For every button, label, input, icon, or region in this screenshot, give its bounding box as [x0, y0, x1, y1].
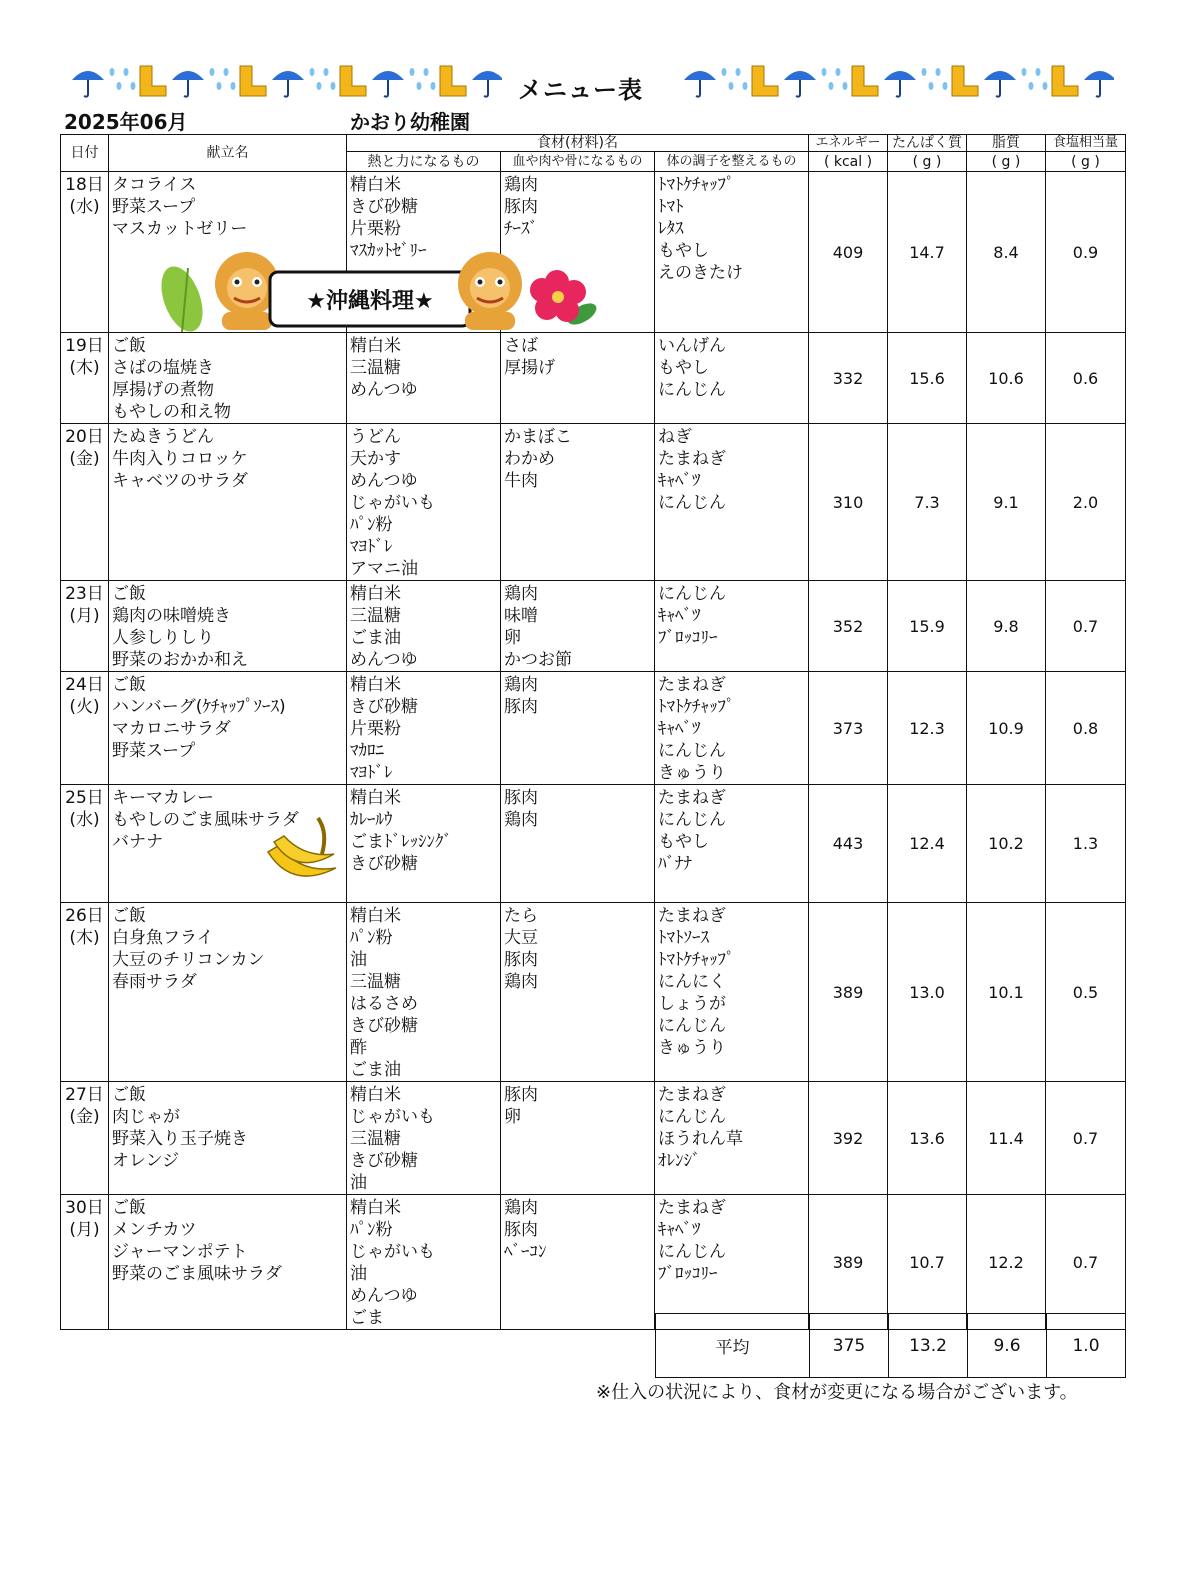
- row-fat: 10.2: [967, 785, 1046, 903]
- row-fat: 10.1: [967, 903, 1046, 1082]
- row-energy-foods: [347, 581, 501, 672]
- header-body-food: 血や肉や骨になるもの: [501, 152, 655, 172]
- row-body-foods: [501, 785, 655, 903]
- raindrop-icon: [722, 68, 748, 90]
- row-protein: 15.9: [888, 581, 967, 672]
- row-energy: 352: [809, 581, 888, 672]
- header-fat-unit: ( g ): [967, 152, 1046, 172]
- row-salt: 0.7: [1046, 1082, 1126, 1195]
- row-regulate-foods-text: たまねぎ にんじん もやし ﾊﾞﾅﾅ: [658, 788, 726, 874]
- footnote: ※仕入の状況により、食材が変更になる場合がございます。: [596, 1382, 1078, 1403]
- row-body-foods-text: さば 厚揚げ: [504, 336, 555, 378]
- row-menu: [109, 333, 347, 424]
- row-menu-text: ご飯 メンチカツ ジャーマンポテト 野菜のごま風味サラダ: [112, 1198, 282, 1284]
- row-protein: 10.7: [888, 1195, 967, 1330]
- row-menu: [109, 424, 347, 581]
- row-regulate-foods: [655, 172, 809, 333]
- average-label: 平均: [656, 1314, 810, 1378]
- menu-row: [61, 581, 1126, 672]
- header-protein: たんぱく質: [888, 135, 967, 152]
- rain-boot-icon: [140, 66, 166, 96]
- header-salt-unit: ( g ): [1046, 152, 1126, 172]
- umbrella-icon: [172, 71, 204, 97]
- header-regulate-food: 体の調子を整えるもの: [655, 152, 809, 172]
- row-energy-foods-text: 精白米 きび砂糖 片栗粉 ﾏｶﾛﾆ ﾏﾖﾄﾞﾚ: [350, 675, 418, 783]
- menu-row: [61, 424, 1126, 581]
- row-protein: 12.4: [888, 785, 967, 903]
- header-fat: 脂質: [967, 135, 1046, 152]
- row-menu-text: ご飯 鶏肉の味噌焼き 人参しりしり 野菜のおかか和え: [112, 584, 248, 670]
- row-date: [61, 333, 109, 424]
- raindrop-icon: [110, 68, 136, 90]
- row-menu-text: たぬきうどん 牛肉入りコロッケ キャベツのサラダ: [112, 427, 248, 491]
- row-date-text: 25日 (水): [65, 788, 104, 830]
- umbrella-icon: [472, 71, 502, 97]
- row-body-foods: [501, 581, 655, 672]
- header-ingredients: 食材(材料)名: [347, 135, 809, 152]
- row-energy-foods: [347, 424, 501, 581]
- row-menu-text: タコライス 野菜スープ マスカットゼリー: [112, 175, 248, 239]
- row-energy-foods-text: 精白米 ｶﾚｰﾙｳ ごまﾄﾞﾚｯｼﾝｸﾞ きび砂糖: [350, 788, 452, 874]
- row-date-text: 27日 (金): [65, 1085, 104, 1127]
- row-date-text: 19日 (木): [65, 336, 104, 378]
- row-protein: 7.3: [888, 424, 967, 581]
- row-regulate-foods-text: たまねぎ ﾄﾏﾄｹﾁｬｯﾌﾟ ｷｬﾍﾞﾂ にんじん きゅうり: [658, 675, 735, 783]
- row-energy: 389: [809, 903, 888, 1082]
- row-regulate-foods-text: たまねぎ にんじん ほうれん草 ｵﾚﾝｼﾞ: [658, 1085, 743, 1171]
- row-fat: 9.8: [967, 581, 1046, 672]
- row-date: [61, 785, 109, 903]
- raindrop-icon: [922, 68, 948, 90]
- row-menu: [109, 672, 347, 785]
- row-salt: 0.7: [1046, 1195, 1126, 1330]
- row-protein: 14.7: [888, 172, 967, 333]
- menu-row: [61, 1195, 1126, 1330]
- header-salt: 食塩相当量: [1046, 135, 1126, 152]
- row-date: [61, 1082, 109, 1195]
- row-date: [61, 581, 109, 672]
- rain-boot-icon: [440, 66, 466, 96]
- row-energy: 443: [809, 785, 888, 903]
- rain-decoration-left: [72, 62, 502, 102]
- okinawa-label: ★沖縄料理★: [306, 289, 434, 314]
- row-salt: 0.6: [1046, 333, 1126, 424]
- header-menu: 献立名: [109, 135, 347, 172]
- row-regulate-foods: [655, 333, 809, 424]
- okinawa-banner: [152, 244, 602, 336]
- row-regulate-foods-text: にんじん ｷｬﾍﾞﾂ ﾌﾞﾛｯｺﾘｰ: [658, 584, 726, 648]
- row-menu: [109, 581, 347, 672]
- row-energy: 373: [809, 672, 888, 785]
- row-body-foods: [501, 1082, 655, 1195]
- row-menu-text: ご飯 肉じゃが 野菜入り玉子焼き オレンジ: [112, 1085, 248, 1171]
- row-regulate-foods-text: たまねぎ ﾄﾏﾄｿｰｽ ﾄﾏﾄｹﾁｬｯﾌﾟ にんにく しょうが にんじん きゅうり: [658, 906, 735, 1058]
- shisa-icon: [458, 252, 522, 330]
- average-fat: 9.6: [968, 1314, 1047, 1378]
- row-date-text: 30日 (月): [65, 1198, 104, 1240]
- row-energy-foods-text: 精白米 じゃがいも 三温糖 きび砂糖 油: [350, 1085, 435, 1193]
- row-salt: 0.7: [1046, 581, 1126, 672]
- row-body-foods: [501, 903, 655, 1082]
- row-body-foods: [501, 333, 655, 424]
- row-energy: 409: [809, 172, 888, 333]
- row-body-foods-text: たら 大豆 豚肉 鶏肉: [504, 906, 538, 992]
- row-energy-foods: [347, 1082, 501, 1195]
- row-regulate-foods-text: ねぎ たまねぎ ｷｬﾍﾞﾂ にんじん: [658, 427, 726, 513]
- row-body-foods-text: 豚肉 鶏肉: [504, 788, 538, 830]
- row-menu-text: キーマカレー もやしのごま風味サラダ バナナ: [112, 788, 299, 852]
- rain-boot-icon: [752, 66, 778, 96]
- row-energy-foods-text: 精白米 三温糖 めんつゆ: [350, 336, 418, 400]
- row-salt: 2.0: [1046, 424, 1126, 581]
- row-fat: 12.2: [967, 1195, 1046, 1330]
- row-date-text: 23日 (月): [65, 584, 104, 626]
- row-energy-foods-text: 精白米 きび砂糖 片栗粉 ﾏｽｶｯﾄｾﾞﾘｰ: [350, 175, 427, 261]
- raindrop-icon: [210, 68, 236, 90]
- page-title: メニュー表: [518, 76, 643, 104]
- menu-body: [61, 172, 1126, 1330]
- row-regulate-foods-text: ﾄﾏﾄｹﾁｬｯﾌﾟ ﾄﾏﾄ ﾚﾀｽ もやし えのきたけ: [658, 175, 743, 283]
- umbrella-icon: [784, 71, 816, 97]
- row-body-foods: [501, 424, 655, 581]
- school-name: かおり幼稚園: [350, 110, 470, 134]
- row-energy: 332: [809, 333, 888, 424]
- rain-boot-icon: [852, 66, 878, 96]
- row-date-text: 24日 (火): [65, 675, 104, 717]
- row-salt: 0.9: [1046, 172, 1126, 333]
- row-body-foods-text: 鶏肉 味噌 卵 かつお節: [504, 584, 572, 670]
- row-body-foods: [501, 672, 655, 785]
- row-menu-text: ご飯 白身魚フライ 大豆のチリコンカン 春雨サラダ: [112, 906, 265, 992]
- row-salt: 1.3: [1046, 785, 1126, 903]
- row-energy-foods: [347, 672, 501, 785]
- row-body-foods-text: 鶏肉 豚肉 ﾍﾞｰｺﾝ: [504, 1198, 547, 1262]
- header-energy-unit: ( kcal ): [809, 152, 888, 172]
- row-menu: [109, 903, 347, 1082]
- row-energy-foods-text: うどん 天かす めんつゆ じゃがいも ﾊﾟﾝ粉 ﾏﾖﾄﾞﾚ アマニ油: [350, 427, 435, 579]
- row-regulate-foods: [655, 903, 809, 1082]
- umbrella-icon: [272, 71, 304, 97]
- umbrella-icon: [372, 71, 404, 97]
- average-protein: 13.2: [889, 1314, 968, 1378]
- row-salt: 0.8: [1046, 672, 1126, 785]
- row-date: [61, 424, 109, 581]
- umbrella-icon: [72, 71, 104, 97]
- raindrop-icon: [822, 68, 848, 90]
- row-energy: 310: [809, 424, 888, 581]
- row-date: [61, 1195, 109, 1330]
- row-menu: [109, 1082, 347, 1195]
- row-date: [61, 172, 109, 333]
- row-body-foods: [501, 1195, 655, 1330]
- row-menu-text: ご飯 さばの塩焼き 厚揚げの煮物 もやしの和え物: [112, 336, 231, 422]
- rain-boot-icon: [340, 66, 366, 96]
- raindrop-icon: [410, 68, 436, 90]
- rain-boot-icon: [952, 66, 978, 96]
- row-energy-foods-text: 精白米 ﾊﾟﾝ粉 油 三温糖 はるさめ きび砂糖 酢 ごま油: [350, 906, 418, 1080]
- row-fat: 9.1: [967, 424, 1046, 581]
- average-table: [655, 1313, 1126, 1378]
- row-energy: 389: [809, 1195, 888, 1330]
- raindrop-icon: [1022, 68, 1048, 90]
- row-energy-foods-text: 精白米 ﾊﾟﾝ粉 じゃがいも 油 めんつゆ ごま: [350, 1198, 435, 1328]
- row-regulate-foods-text: いんげん もやし にんじん: [658, 336, 726, 400]
- row-date-text: 26日 (木): [65, 906, 104, 948]
- menu-row: [61, 1082, 1126, 1195]
- row-energy-foods: [347, 333, 501, 424]
- row-energy-foods: [347, 903, 501, 1082]
- row-energy-foods: [347, 785, 501, 903]
- header-energy: エネルギー: [809, 135, 888, 152]
- row-protein: 12.3: [888, 672, 967, 785]
- average-salt: 1.0: [1047, 1314, 1126, 1378]
- rain-boot-icon: [240, 66, 266, 96]
- row-date-text: 20日 (金): [65, 427, 104, 469]
- palm-leaf-icon: [153, 261, 210, 336]
- raindrop-icon: [310, 68, 336, 90]
- row-regulate-foods: [655, 672, 809, 785]
- umbrella-icon: [884, 71, 916, 97]
- row-body-foods-text: 豚肉 卵: [504, 1085, 538, 1127]
- menu-row: [61, 785, 1126, 903]
- umbrella-icon: [1084, 71, 1114, 97]
- row-body-foods-text: かまぼこ わかめ 牛肉: [504, 427, 572, 491]
- row-menu-text: ご飯 ハンバーグ(ｹﾁｬｯﾌﾟｿｰｽ) マカロニサラダ 野菜スープ: [112, 675, 286, 761]
- row-date-text: 18日 (水): [65, 175, 104, 217]
- banana-icon: [262, 812, 342, 888]
- row-fat: 11.4: [967, 1082, 1046, 1195]
- row-regulate-foods: [655, 424, 809, 581]
- row-salt: 0.5: [1046, 903, 1126, 1082]
- menu-row: [61, 903, 1126, 1082]
- row-protein: 13.0: [888, 903, 967, 1082]
- row-menu: [109, 1195, 347, 1330]
- row-body-foods-text: 鶏肉 豚肉: [504, 675, 538, 717]
- row-date: [61, 672, 109, 785]
- row-protein: 13.6: [888, 1082, 967, 1195]
- row-fat: 10.9: [967, 672, 1046, 785]
- menu-row: [61, 333, 1126, 424]
- hibiscus-icon: [530, 270, 600, 329]
- row-protein: 15.6: [888, 333, 967, 424]
- row-energy-foods: [347, 1195, 501, 1330]
- header-energy-food: 熱と力になるもの: [347, 152, 501, 172]
- header-protein-unit: ( g ): [888, 152, 967, 172]
- month-label: 2025年06月: [64, 110, 188, 134]
- row-date: [61, 903, 109, 1082]
- row-fat: 8.4: [967, 172, 1046, 333]
- row-fat: 10.6: [967, 333, 1046, 424]
- row-regulate-foods: [655, 581, 809, 672]
- row-regulate-foods: [655, 1195, 809, 1330]
- row-energy: 392: [809, 1082, 888, 1195]
- umbrella-icon: [684, 71, 716, 97]
- row-energy-foods-text: 精白米 三温糖 ごま油 めんつゆ: [350, 584, 418, 670]
- average-energy: 375: [810, 1314, 889, 1378]
- row-body-foods-text: 鶏肉 豚肉 ﾁｰｽﾞ: [504, 175, 538, 239]
- umbrella-icon: [984, 71, 1016, 97]
- row-regulate-foods-text: たまねぎ ｷｬﾍﾞﾂ にんじん ﾌﾞﾛｯｺﾘｰ: [658, 1198, 726, 1284]
- menu-row: [61, 672, 1126, 785]
- rain-decoration-right: [684, 62, 1114, 102]
- row-regulate-foods: [655, 1082, 809, 1195]
- row-regulate-foods: [655, 785, 809, 903]
- header-date: 日付: [61, 135, 109, 172]
- rain-boot-icon: [1052, 66, 1078, 96]
